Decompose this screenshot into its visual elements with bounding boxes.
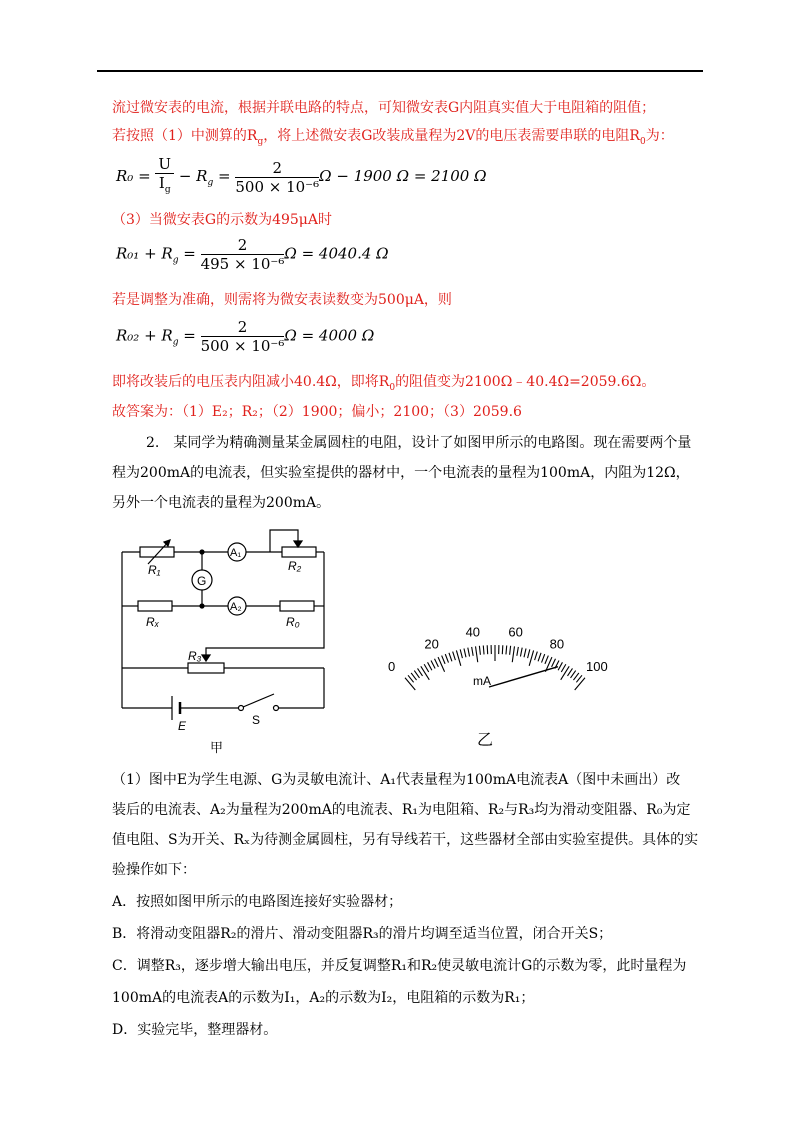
eq1-frac2-num: 2 (235, 159, 319, 178)
meter-tick (405, 678, 415, 690)
equation-1: R₀ = $\frac{U}{I_g}$ − $R_g$ = $\frac{2}{\text{500 × 10⁻⁶}}$ Ω − 1900 Ω = 2100 Ω (116, 155, 487, 199)
body-line-5: A．按照如图甲所示的电路图连接好实验器材； (112, 894, 403, 910)
answer-line-5: 即将改装后的电压表内阻减小40.4Ω，即将$R_0$的阻值变为2100Ω﹣40.4Ω=2059.6Ω。 (112, 374, 656, 393)
label-e: E (178, 719, 187, 733)
r0-resistor (280, 601, 314, 611)
meter-tick (510, 646, 511, 655)
eq2-frac (201, 236, 285, 273)
meter-tick (460, 649, 462, 658)
eq2-frac-den: 495 × 10⁻⁶ (200, 255, 285, 273)
meter-tick (529, 650, 533, 665)
eq3-frac (201, 318, 285, 355)
meter-tick (468, 648, 470, 657)
answer-line-5a: 即将改装后的电压表内阻减小40.4Ω，即将R (112, 374, 390, 390)
r1-resistor (140, 547, 174, 557)
meter-tick (517, 647, 519, 656)
meter-tick (506, 645, 507, 654)
meter-tick (538, 653, 541, 661)
eq1-frac-2 (235, 159, 319, 196)
body-line-7: C．调整R₃，逐步增大输出电压，并反复调整R₁和R₂使灵敏电流计G的示数为零，此时量程为 (112, 958, 687, 974)
meter-tick (545, 656, 548, 664)
label-r2: R₂ (288, 559, 302, 573)
meter-tick (445, 654, 448, 662)
caption-yi: 乙 (477, 732, 494, 749)
meter-tick (535, 652, 538, 661)
answer-line-1: 流过微安表的电流，根据并联电路的特点，可知微安表G内阻真实值大于电阻箱的阻值； (112, 100, 656, 116)
meter-tick (573, 673, 578, 680)
meter-tick (456, 650, 460, 665)
meter-tick (431, 660, 435, 668)
header-rule (97, 70, 703, 72)
answer-line-3: （3）当微安表G的示数为495μA时 (112, 212, 333, 228)
meter-tick-label: 100 (585, 659, 608, 675)
label-r0: R₀ (286, 615, 300, 629)
switch-s (243, 694, 274, 707)
meter-tick (453, 652, 456, 661)
meter-tick (464, 648, 466, 657)
label-r1: R₁ (148, 563, 161, 577)
eq1-frac-1 (155, 155, 174, 199)
body-line-2: 装后的电流表、A₂为量程为200mA的电流表、R₁为电阻箱、R₂与R₃均为滑动变阻器、R₀为定 (112, 802, 691, 818)
meter-tick (418, 668, 423, 675)
caption-jia: 甲 (210, 740, 224, 755)
body-line-8: 100mA的电流表A的示数为I₁，A₂的示数为I₂，电阻箱的示数为R₁； (112, 990, 535, 1006)
meter-tick (552, 659, 556, 667)
meter-tick (558, 662, 562, 670)
r3-resistor (188, 663, 224, 673)
meter-tick (571, 671, 576, 678)
meter-tick-label: 80 (549, 636, 565, 652)
eq1-frac1-num: U (155, 155, 174, 174)
ammeter-dial (355, 555, 635, 750)
body-line-4: 验操作如下： (112, 862, 196, 878)
eq1-mid: − R (174, 167, 208, 185)
meter-tick (524, 648, 526, 657)
eq1-frac2-den: 500 × 10⁻⁶ (235, 177, 320, 196)
eq1-frac1-den: $I_g$ (158, 174, 171, 195)
body-line-3: 值电阻、S为开关、Rₓ为待测金属圆柱，另有导线若干，这些器材全部由实验室提供。具体的实 (112, 832, 699, 848)
meter-tick (472, 647, 474, 656)
meter-tick (576, 675, 582, 682)
meter-tick (575, 678, 585, 690)
meter-tick (561, 666, 569, 680)
eq2-left: R₀₁ + R (116, 244, 173, 263)
rx-resistor (138, 601, 172, 611)
equation-3: $R_{02} + R_g$ = $\frac{2}{\text{500 × 10⁻⁶}}$ Ω = 4000 Ω (116, 318, 375, 355)
meter-tick-label: 20 (424, 636, 439, 652)
meter-tick (408, 675, 414, 682)
meter-tick (479, 646, 480, 655)
meter-tick (421, 666, 429, 680)
label-s: S (252, 713, 261, 727)
meter-tick (487, 645, 488, 654)
eq3-frac-den: 500 × 10⁻⁶ (200, 337, 285, 355)
label-r3: R₃ (188, 649, 202, 663)
meter-tick (502, 645, 503, 654)
meter-tick (528, 649, 530, 658)
label-a1: A₁ (230, 547, 242, 559)
meter-tick (483, 645, 484, 654)
label-rx: Rₓ (146, 615, 160, 629)
answer-line-6: 故答案为：（1）E₂；R₂；（2）1900；偏小；2100；（3）2059.6 (112, 404, 522, 420)
equation-2: $R_{01} + R_g$ = $\frac{2}{\text{495 × 10⁻⁶}}$ Ω = 4040.4 Ω (116, 236, 389, 273)
question-2-line-3: 另外一个电流表的量程为200mA。 (112, 495, 331, 511)
meter-tick (449, 653, 452, 661)
answer-line-2a: 若按照（1）中测算的R (112, 128, 258, 144)
meter-tick-label: 60 (508, 624, 523, 640)
meter-tick (411, 673, 416, 680)
eq3-left: R₀₂ + R (116, 326, 173, 345)
meter-tick (428, 662, 432, 670)
meter-tick (414, 671, 419, 678)
r2-resistor (282, 547, 316, 557)
body-line-1: （1）图中E为学生电源、G为灵敏电流计、A₁代表量程为100mA电流表A（图中未画出）改 (112, 772, 681, 788)
answer-line-2c: 为： (645, 128, 674, 144)
meter-tick (435, 659, 439, 667)
body-line-9: D．实验完毕，整理器材。 (112, 1022, 278, 1038)
meter-tick (442, 656, 445, 664)
label-g: G (197, 574, 207, 588)
meter-needle (489, 667, 558, 687)
meter-tick (542, 654, 545, 662)
eq1-frac1-den-text: I (158, 174, 165, 192)
meter-tick (561, 664, 566, 672)
answer-line-2b: ，将上述微安表G改装成量程为2V的电压表需要串联的电阻R (263, 128, 640, 144)
eq2-frac-num: 2 (201, 236, 285, 255)
meter-tick (424, 664, 429, 672)
meter-tick (476, 646, 478, 662)
answer-line-4: 若是调整为准确，则需将为微安表读数变为500μA，则 (112, 292, 452, 308)
eq1-right: Ω − 1900 Ω = 2100 Ω (319, 167, 487, 185)
meter-tick (512, 646, 514, 662)
answer-line-5b: 的阻值变为2100Ω﹣40.4Ω=2059.6Ω。 (395, 374, 656, 390)
question-2-line-1: 2. 某同学为精确测量某金属圆柱的电阻，设计了如图甲所示的电路图。现在需要两个量 (146, 435, 692, 451)
meter-tick-label: 40 (465, 624, 481, 640)
eq3-frac-num: 2 (201, 318, 285, 337)
meter-tick (567, 668, 572, 675)
question-2-line-2: 程为200mA的电流表，但实验室提供的器材中，一个电流表的量程为100mA，内阻为12Ω， (112, 465, 690, 481)
eq3-right: Ω = 4000 Ω (284, 326, 375, 345)
eq1-left: R₀ = (116, 167, 156, 185)
circuit-diagram (110, 520, 340, 755)
meter-tick (520, 648, 522, 657)
answer-line-2: 若按照（1）中测算的$R_g$，将上述微安表G改装成量程为2V的电压表需要串联的电阻$R_0$为： (112, 128, 674, 147)
label-a2: A₂ (230, 601, 242, 613)
meter-unit: mA (473, 674, 491, 688)
body-line-6: B．将滑动变阻器R₂的滑片、滑动变阻器R₃的滑片均调至适当位置，闭合开关S； (112, 926, 613, 942)
meter-tick-label: 0 (388, 659, 396, 675)
eq2-right: Ω = 4040.4 Ω (284, 244, 389, 263)
